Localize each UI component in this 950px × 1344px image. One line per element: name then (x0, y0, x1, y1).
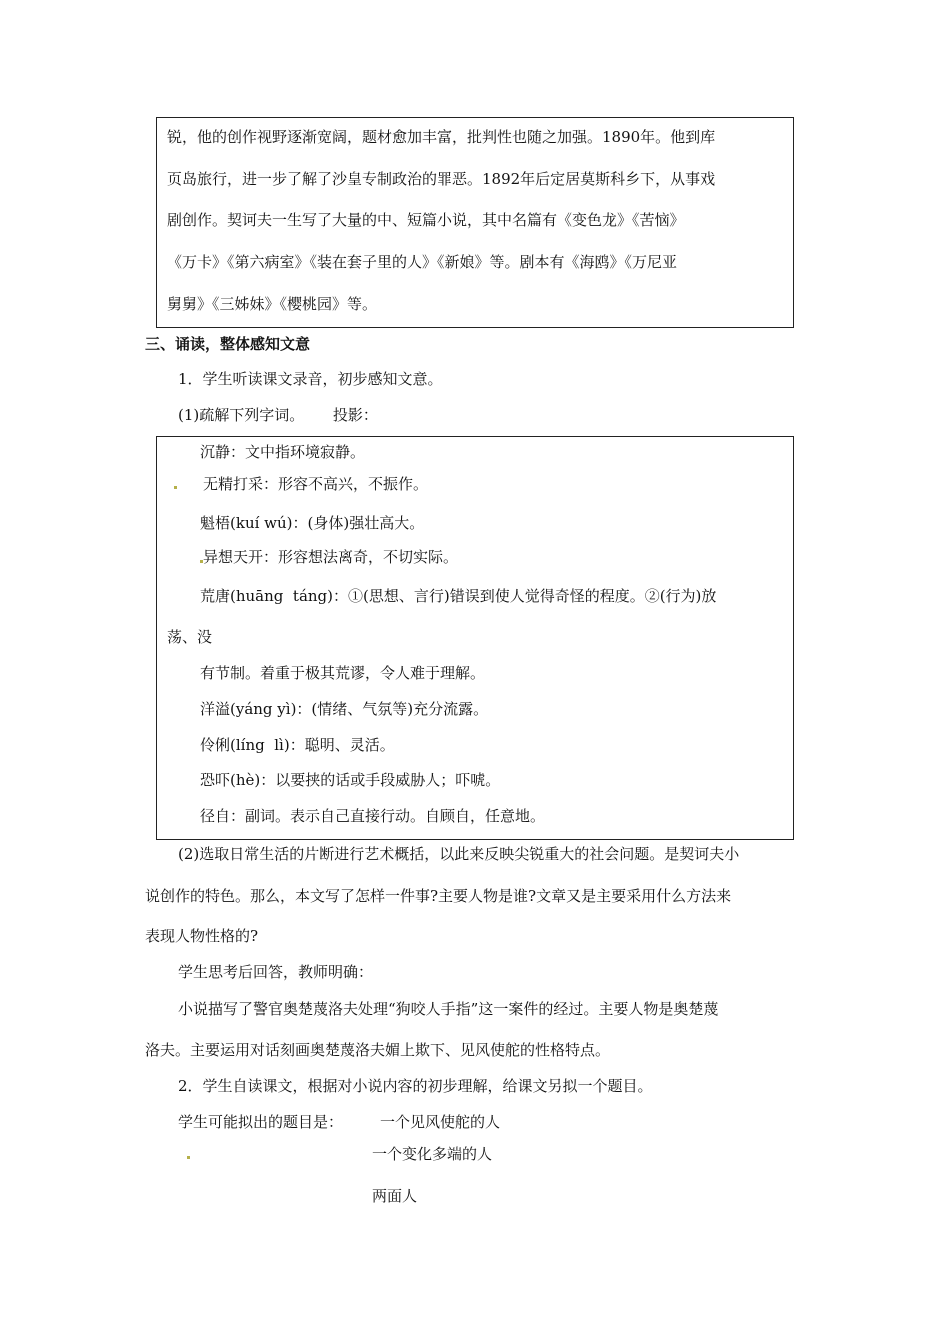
bullet-mark (187, 1156, 190, 1159)
title-option: 两面人 (372, 1187, 418, 1205)
vocab-line: 魁梧(kuí wú)：(身体)强壮高大。 (200, 514, 425, 532)
answer-intro: 学生思考后回答，教师明确： (178, 963, 374, 981)
bio-line: 锐，他的创作视野逐渐宽阔，题材愈加丰富，批判性也随之加强。1890年。他到库 (167, 128, 716, 146)
vocab-line: 径自：副词。表示自己直接行动。自顾自，任意地。 (200, 807, 546, 825)
vocab-line: 无精打采：形容不高兴，不振作。 (203, 475, 429, 493)
bio-line: 《万卡》《第六病室》《装在套子里的人》《新娘》等。剧本有《海鸥》《万尼亚 (167, 253, 678, 271)
vocab-line: 伶俐(líng lì)：聪明、灵活。 (200, 736, 395, 754)
vocab-line: 荡、没 (167, 628, 213, 646)
bio-line: 页岛旅行，进一步了解了沙皇专制政治的罪恶。1892年后定居莫斯科乡下，从事戏 (167, 170, 716, 188)
titles-intro: 学生可能拟出的题目是： (178, 1113, 344, 1131)
paragraph-line: 表现人物性格的? (145, 927, 259, 945)
vocab-line: 有节制。着重于极其荒谬，令人难于理解。 (200, 664, 486, 682)
section-heading: 三、诵读，整体感知文意 (145, 335, 311, 353)
vocab-line: 异想天开：形容想法离奇，不切实际。 (203, 548, 459, 566)
title-option: 一个变化多端的人 (372, 1145, 493, 1163)
vocab-line: 洋溢(yáng yì)：(情绪、气氛等)充分流露。 (200, 700, 489, 718)
vocab-line: 荒唐(huāng táng)：①(思想、言行)错误到使人觉得奇怪的程度。②(行为)放 (200, 587, 717, 605)
bio-line: 剧创作。契诃夫一生写了大量的中、短篇小说，其中名篇有《变色龙》《苦恼》 (167, 211, 685, 229)
title-option: 一个见风使舵的人 (380, 1113, 501, 1131)
bullet-mark (174, 486, 177, 489)
bio-line: 舅舅》《三姊妹》《樱桃园》等。 (167, 295, 378, 313)
paragraph-line: (2)选取日常生活的片断进行艺术概括，以此来反映尖锐重大的社会问题。是契诃夫小 (178, 845, 740, 863)
answer-line: 小说描写了警官奥楚蔑洛夫处理“狗咬人手指”这一案件的经过。主要人物是奥楚蔑 (178, 1000, 719, 1018)
paragraph-line: 说创作的特色。那么，本文写了怎样一件事?主要人物是谁?文章又是主要采用什么方法来 (145, 887, 732, 905)
answer-line: 洛夫。主要运用对话刻画奥楚蔑洛夫媚上欺下、见风使舵的性格特点。 (145, 1041, 611, 1059)
sub-item-1: (1)疏解下列字词。 投影： (178, 406, 378, 424)
vocab-line: 恐吓(hè)：以要挟的话或手段威胁人；吓唬。 (200, 771, 501, 789)
item-2: 2．学生自读课文，根据对小说内容的初步理解，给课文另拟一个题目。 (178, 1077, 653, 1095)
vocab-line: 沉静：文中指环境寂静。 (200, 443, 366, 461)
item-1: 1．学生听读课文录音，初步感知文意。 (178, 370, 443, 388)
